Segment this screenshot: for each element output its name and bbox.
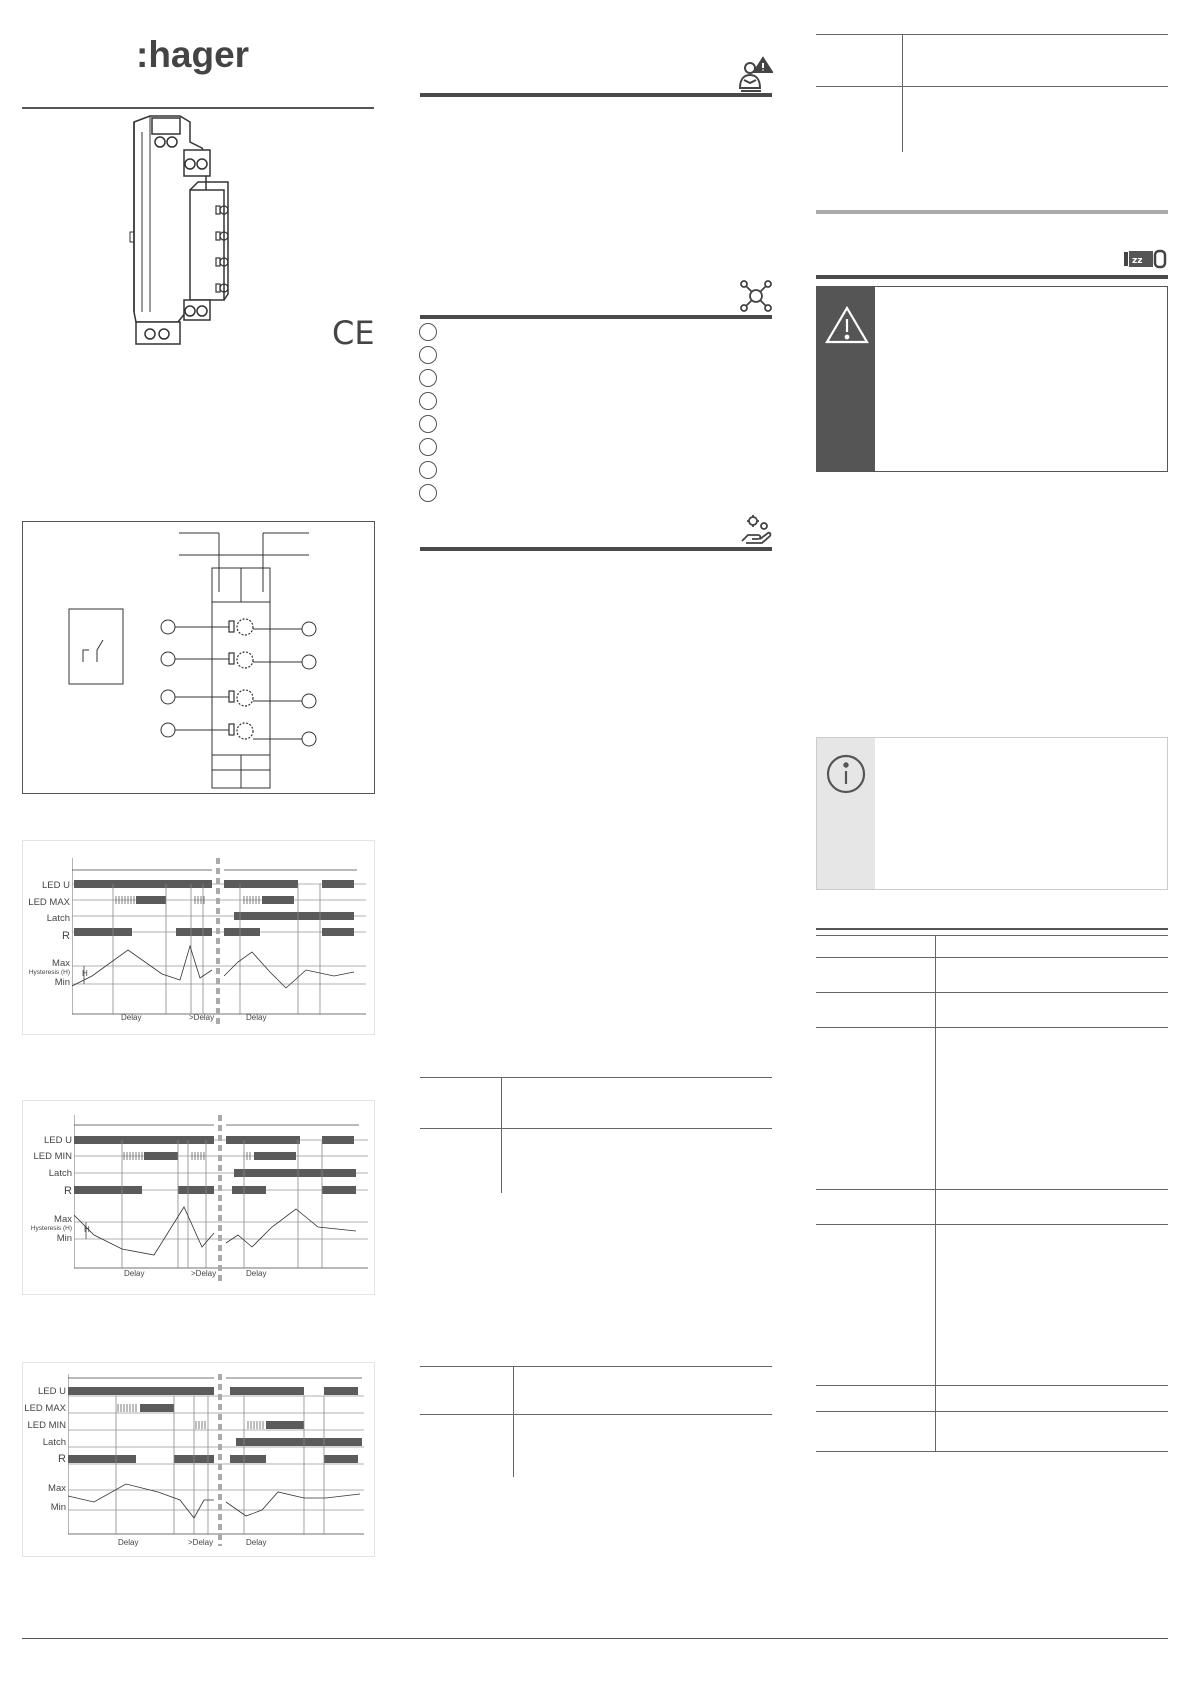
chart3-delay-3: Delay <box>246 1538 267 1547</box>
grey-rule <box>816 210 1168 214</box>
chart2-label-led-min: LED MIN <box>33 1151 72 1162</box>
section-rule-module <box>816 275 1168 279</box>
chart1-label-max: Max <box>52 958 70 969</box>
table-d-rule-6 <box>816 1224 1168 1225</box>
table-a-divider <box>501 1077 502 1193</box>
item-marker-7 <box>419 461 437 479</box>
table-a-rule-mid <box>420 1128 772 1129</box>
item-marker-8 <box>419 484 437 502</box>
table-a-rule-top <box>420 1077 772 1078</box>
svg-text:zz: zz <box>1132 256 1143 266</box>
item-marker-2 <box>419 346 437 364</box>
table-c-rule-top <box>816 34 1168 35</box>
chart3-label-led-min: LED MIN <box>27 1420 66 1431</box>
item-marker-5 <box>419 415 437 433</box>
table-b-rule-top <box>420 1366 772 1367</box>
section-rule-network <box>420 315 772 319</box>
chart3-plot <box>68 1374 368 1546</box>
chart3-label-led-u: LED U <box>38 1386 66 1397</box>
chart2-delay-1: Delay <box>124 1269 145 1278</box>
table-d-rule-9 <box>816 1451 1168 1452</box>
chart2-delay-3: Delay <box>246 1269 267 1278</box>
table-d-rule-5 <box>816 1189 1168 1190</box>
module-icon <box>1123 248 1167 270</box>
table-d-rule-2 <box>816 957 1168 958</box>
chart2-label-led-u: LED U <box>44 1135 72 1146</box>
table-b-rule-mid <box>420 1414 772 1415</box>
ce-mark <box>330 314 378 350</box>
item-marker-3 <box>419 369 437 387</box>
table-b-divider <box>513 1366 514 1477</box>
device-illustration <box>120 112 250 352</box>
chart1-delay-2: >Delay <box>189 1013 215 1022</box>
table-d-rule-8 <box>816 1411 1168 1412</box>
chart2-label-latch: Latch <box>48 1168 72 1179</box>
chart1-label-led-max: LED MAX <box>28 897 70 908</box>
warning-box <box>816 286 1168 472</box>
chart1-delay-1: Delay <box>121 1013 142 1022</box>
chart2-label-max: Max <box>54 1214 72 1225</box>
chart1-label-relay: R <box>62 930 70 942</box>
chart1-label-led-u: LED U <box>42 880 70 891</box>
wiring-diagram <box>22 521 375 794</box>
table-c-rule-mid <box>816 86 1168 87</box>
network-icon <box>740 280 772 312</box>
chart1-delay-3: Delay <box>246 1013 267 1022</box>
logo-rule <box>22 107 374 109</box>
item-marker-4 <box>419 392 437 410</box>
chart3-label-min: Min <box>50 1502 66 1513</box>
brand-name: :hager <box>136 34 250 75</box>
svg-text:CE: CE <box>332 314 375 350</box>
section-rule-safety <box>420 93 772 97</box>
footer-rule <box>22 1638 1168 1639</box>
chart3-label-latch: Latch <box>42 1437 66 1448</box>
chart1-h-label: H <box>82 969 88 978</box>
section-rule-settings <box>420 547 772 551</box>
chart1-label-min: Min <box>54 977 70 988</box>
item-marker-1 <box>419 323 437 341</box>
brand-logo <box>132 30 272 76</box>
chart2-label-hysteresis: Hysteresis (H) <box>30 1225 72 1232</box>
warning-triangle-icon <box>824 305 870 345</box>
table-d-rule-7 <box>816 1385 1168 1386</box>
chart2-h-label: H <box>84 1225 90 1234</box>
chart3-label-relay: R <box>58 1453 66 1465</box>
chart2-label-relay: R <box>64 1185 72 1197</box>
chart3-delay-1: Delay <box>118 1538 139 1547</box>
chart3-label-led-max: LED MAX <box>24 1403 66 1414</box>
chart3-delay-2: >Delay <box>188 1538 214 1547</box>
table-d-rule-1 <box>816 935 1168 936</box>
chart1-label-latch: Latch <box>46 913 70 924</box>
safety-icon <box>737 56 773 92</box>
table-d-rule-4 <box>816 1027 1168 1028</box>
chart1-label-hysteresis: Hysteresis (H) <box>28 969 70 976</box>
chart1-plot <box>72 858 368 1026</box>
chart2-label-min: Min <box>56 1233 72 1244</box>
table-c-divider <box>902 34 903 152</box>
chart2-delay-2: >Delay <box>191 1269 217 1278</box>
info-box <box>816 737 1168 890</box>
info-icon <box>825 753 867 795</box>
chart3-label-max: Max <box>48 1483 66 1494</box>
table-d-rule-0 <box>816 928 1168 930</box>
chart2-plot <box>74 1115 370 1285</box>
item-marker-6 <box>419 438 437 456</box>
table-d-rule-3 <box>816 992 1168 993</box>
settings-icon <box>740 513 772 545</box>
table-d-divider <box>935 935 936 1451</box>
